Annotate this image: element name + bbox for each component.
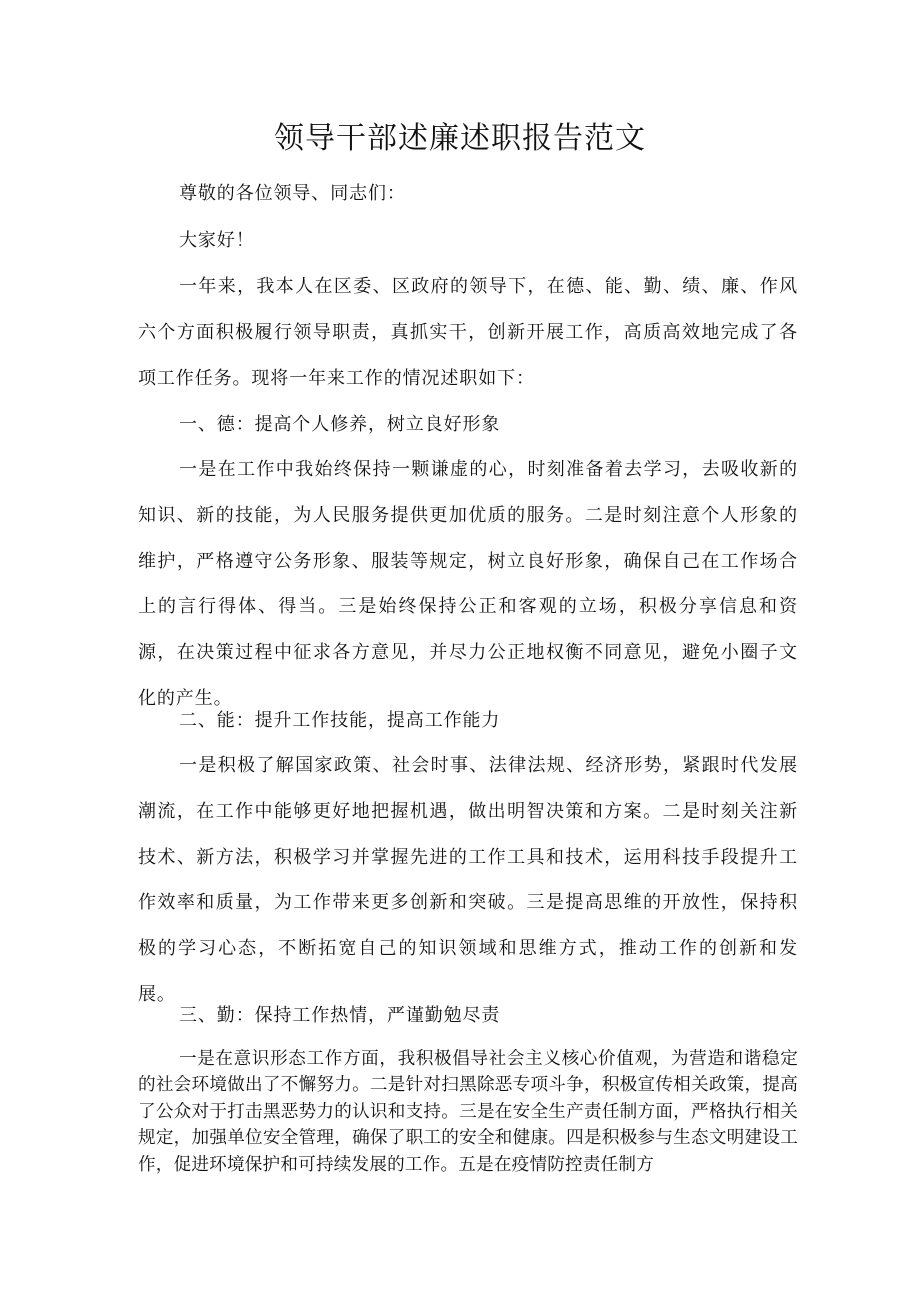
section-heading-2: 二、能：提升工作技能，提高工作能力 [179, 710, 501, 731]
section-heading-3: 三、勤：保持工作热情，严谨勤勉尽责 [179, 1005, 501, 1026]
greeting: 大家好！ [179, 230, 255, 251]
section-body-3: 一是在意识形态工作方面，我积极倡导社会主义核心价值观，为营造和谐稳定的社会环境做出了不懈努力。二是针对扫黑除恶专项斗争，积极宣传相关政策，提高了公众对于打击黑恶势力的认识和支持。三是在安全生产责任制方面，严格执行相关规定，加强单位安全管理，确保了职工的安全和健康。四是积极参与生态文明建设工作，促进环境保护和可持续发展的工作。五是在疫情防控责任制方 [138, 1049, 798, 1175]
salutation: 尊敬的各位领导、同志们： [179, 183, 406, 204]
section-heading-1: 一、德：提高个人修养，树立良好形象 [179, 414, 501, 435]
intro-paragraph: 一年来，我本人在区委、区政府的领导下，在德、能、勤、绩、廉、作风六个方面积极履行领导职责，真抓实干，创新开展工作，高质高效地完成了各项工作任务。现将一年来工作的情况述职如下： [138, 276, 798, 389]
section-body-2: 一是积极了解国家政策、社会时事、法律法规、经济形势，紧跟时代发展潮流，在工作中能够更好地把握机遇，做出明智决策和方案。二是时刻关注新技术、新方法，积极学习并掌握先进的工作工具和技术，运用科技手段提升工作效率和质量，为工作带来更多创新和突破。三是提高思维的开放性，保持积极的学习心态，不断拓宽自己的知识领域和思维方式，推动工作的创新和发展。 [138, 755, 798, 1005]
section-body-1: 一是在工作中我始终保持一颗谦虚的心，时刻准备着去学习，去吸收新的知识、新的技能，为人民服务提供更加优质的服务。二是时刻注意个人形象的维护，严格遵守公务形象、服装等规定，树立良好形象，确保自己在工作场合上的言行得体、得当。三是始终保持公正和客观的立场，积极分享信息和资源，在决策过程中征求各方意见，并尽力公正地权衡不同意见，避免小圈子文化的产生。 [138, 459, 798, 709]
document-title: 领导干部述廉述职报告范文 [274, 121, 646, 156]
